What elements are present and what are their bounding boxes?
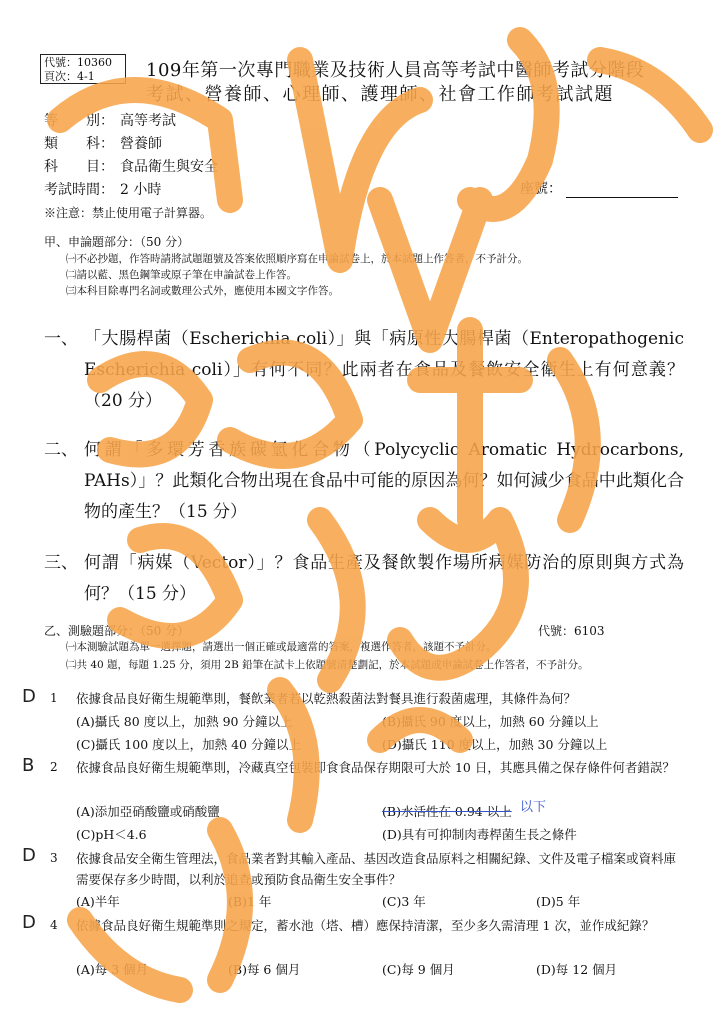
- mc3-option-a: (A)半年: [76, 894, 120, 909]
- mc2-option-c: (C)pH＜4.6: [76, 827, 147, 842]
- mc3-option-d: (D)5 年: [536, 894, 581, 909]
- meta-category: 類 科： 營養師: [44, 136, 162, 152]
- section-b-instruction-1: ㈠本測驗試題為單一選擇題，請選出一個正確或最適當的答案，複選作答者，該題不予計分。: [66, 641, 497, 653]
- mc2-option-a: (A)添加亞硝酸鹽或硝酸鹽: [76, 804, 220, 819]
- mc2-option-d: (D)具有可抑制肉毒桿菌生長之條件: [382, 827, 577, 842]
- seat-number: 座號：: [520, 178, 678, 198]
- handwritten-correction: 以下: [520, 800, 547, 815]
- handwritten-answer-3: D: [22, 845, 36, 866]
- mc2-option-b: (B)水活性在 0.94 以上: [382, 804, 512, 819]
- mc-number-1: 1: [50, 691, 58, 705]
- mc3-option-b: (B)1 年: [228, 894, 272, 909]
- page-number: 頁次：4-1: [44, 70, 95, 83]
- section-a-instruction-1: ㈠不必抄題，作答時請將試題題號及答案依照順序寫在申論試卷上，於本試題上作答者，不予計分。: [66, 253, 528, 265]
- exam-code: 代號：10360: [44, 56, 112, 69]
- mc1-option-c: (C)攝氏 100 度以上，加熱 40 分鐘以上: [76, 737, 301, 752]
- mc-question-4: 依據食品良好衛生規範準則之規定，蓄水池（塔、槽）應保持清潔，至少多久需清理 1 次，並作成紀錄？: [76, 918, 655, 933]
- section-a-title: 甲、申論題部分：（50 分）: [44, 235, 190, 249]
- mc-number-2: 2: [50, 760, 58, 774]
- mc4-option-c: (C)每 9 個月: [382, 962, 455, 977]
- section-b-title: 乙、測驗題部分：（50 分）: [44, 624, 190, 638]
- mc4-option-a: (A)每 3 個月: [76, 962, 149, 977]
- essay-question-3: 三、 何謂「病媒（Vector）」？食品生產及餐飲製作場所病媒防治的原則與方式為何？（15 分）: [44, 553, 684, 604]
- meta-subject: 科 目： 食品衛生與安全: [44, 159, 218, 175]
- essay-question-2: 二、 何謂「多環芳香族碳氫化合物（Polycyclic Aromatic Hydrocarbons, PAHs）」？此類化合物出現在食品中可能的原因為何？如何減少食品中此類化合物的產生？（15 分）: [44, 440, 684, 522]
- essay-question-1: 一、 「大腸桿菌（Escherichia coli）」與「病原性大腸桿菌（Enteropathogenic Escherichia coli）」有何不同？此兩者在食品及餐飲安全衛生上有何意義？（20 分）: [44, 329, 684, 411]
- mc-number-3: 3: [50, 851, 58, 865]
- exam-code-box: [40, 54, 126, 84]
- handwritten-answer-2: B: [22, 755, 35, 776]
- mc1-option-b: (B)攝氏 90 度以上，加熱 60 分鐘以上: [382, 714, 599, 729]
- handwritten-answer-1: D: [22, 686, 36, 707]
- exam-title-line1: 109年第一次專門職業及技術人員高等考試中醫師考試分階段: [146, 60, 645, 81]
- section-b-code: 代號：6103: [538, 624, 605, 638]
- mc4-option-b: (B)每 6 個月: [228, 962, 301, 977]
- section-b-instruction-2: ㈡共 40 題，每題 1.25 分，須用 2B 鉛筆在試卡上依題號清楚劃記，於本試題或申論試卷上作答者，不予計分。: [66, 659, 589, 671]
- mc-question-3: 依據食品安全衛生管理法，食品業者對其輸入產品、基因改造食品原料之相關紀錄、文件及電子檔案或資料庫需要保存多少時間，以利於追查或預防食品衛生安全事件？: [76, 851, 677, 887]
- mc-question-1: 依據食品良好衛生規範準則，餐飲業者若以乾熱殺菌法對餐具進行殺菌處理，其條件為何？: [76, 691, 577, 706]
- section-a-instruction-2: ㈡請以藍、黑色鋼筆或原子筆在申論試卷上作答。: [66, 269, 297, 281]
- exam-title-line2: 考試、營養師、心理師、護理師、社會工作師考試試題: [146, 84, 614, 105]
- calculator-note: ※注意：禁止使用電子計算器。: [44, 206, 213, 220]
- mc1-option-d: (D)攝氏 110 度以上，加熱 30 分鐘以上: [382, 737, 608, 752]
- seat-number-blank: [566, 183, 678, 198]
- mc3-option-c: (C)3 年: [382, 894, 426, 909]
- mc-question-2: 依據食品良好衛生規範準則，冷藏真空包裝即食食品保存期限可大於 10 日，其應具備之保存條件何者錯誤？: [76, 760, 675, 775]
- mc1-option-a: (A)攝氏 80 度以上，加熱 90 分鐘以上: [76, 714, 293, 729]
- section-a-instruction-3: ㈢本科目除專門名詞或數理公式外，應使用本國文字作答。: [66, 285, 339, 297]
- mc4-option-d: (D)每 12 個月: [536, 962, 618, 977]
- meta-duration: 考試時間： 2 小時: [44, 182, 162, 198]
- handwritten-answer-4: D: [22, 912, 36, 933]
- meta-level: 等 別： 高等考試: [44, 113, 176, 129]
- mc-number-4: 4: [50, 918, 58, 932]
